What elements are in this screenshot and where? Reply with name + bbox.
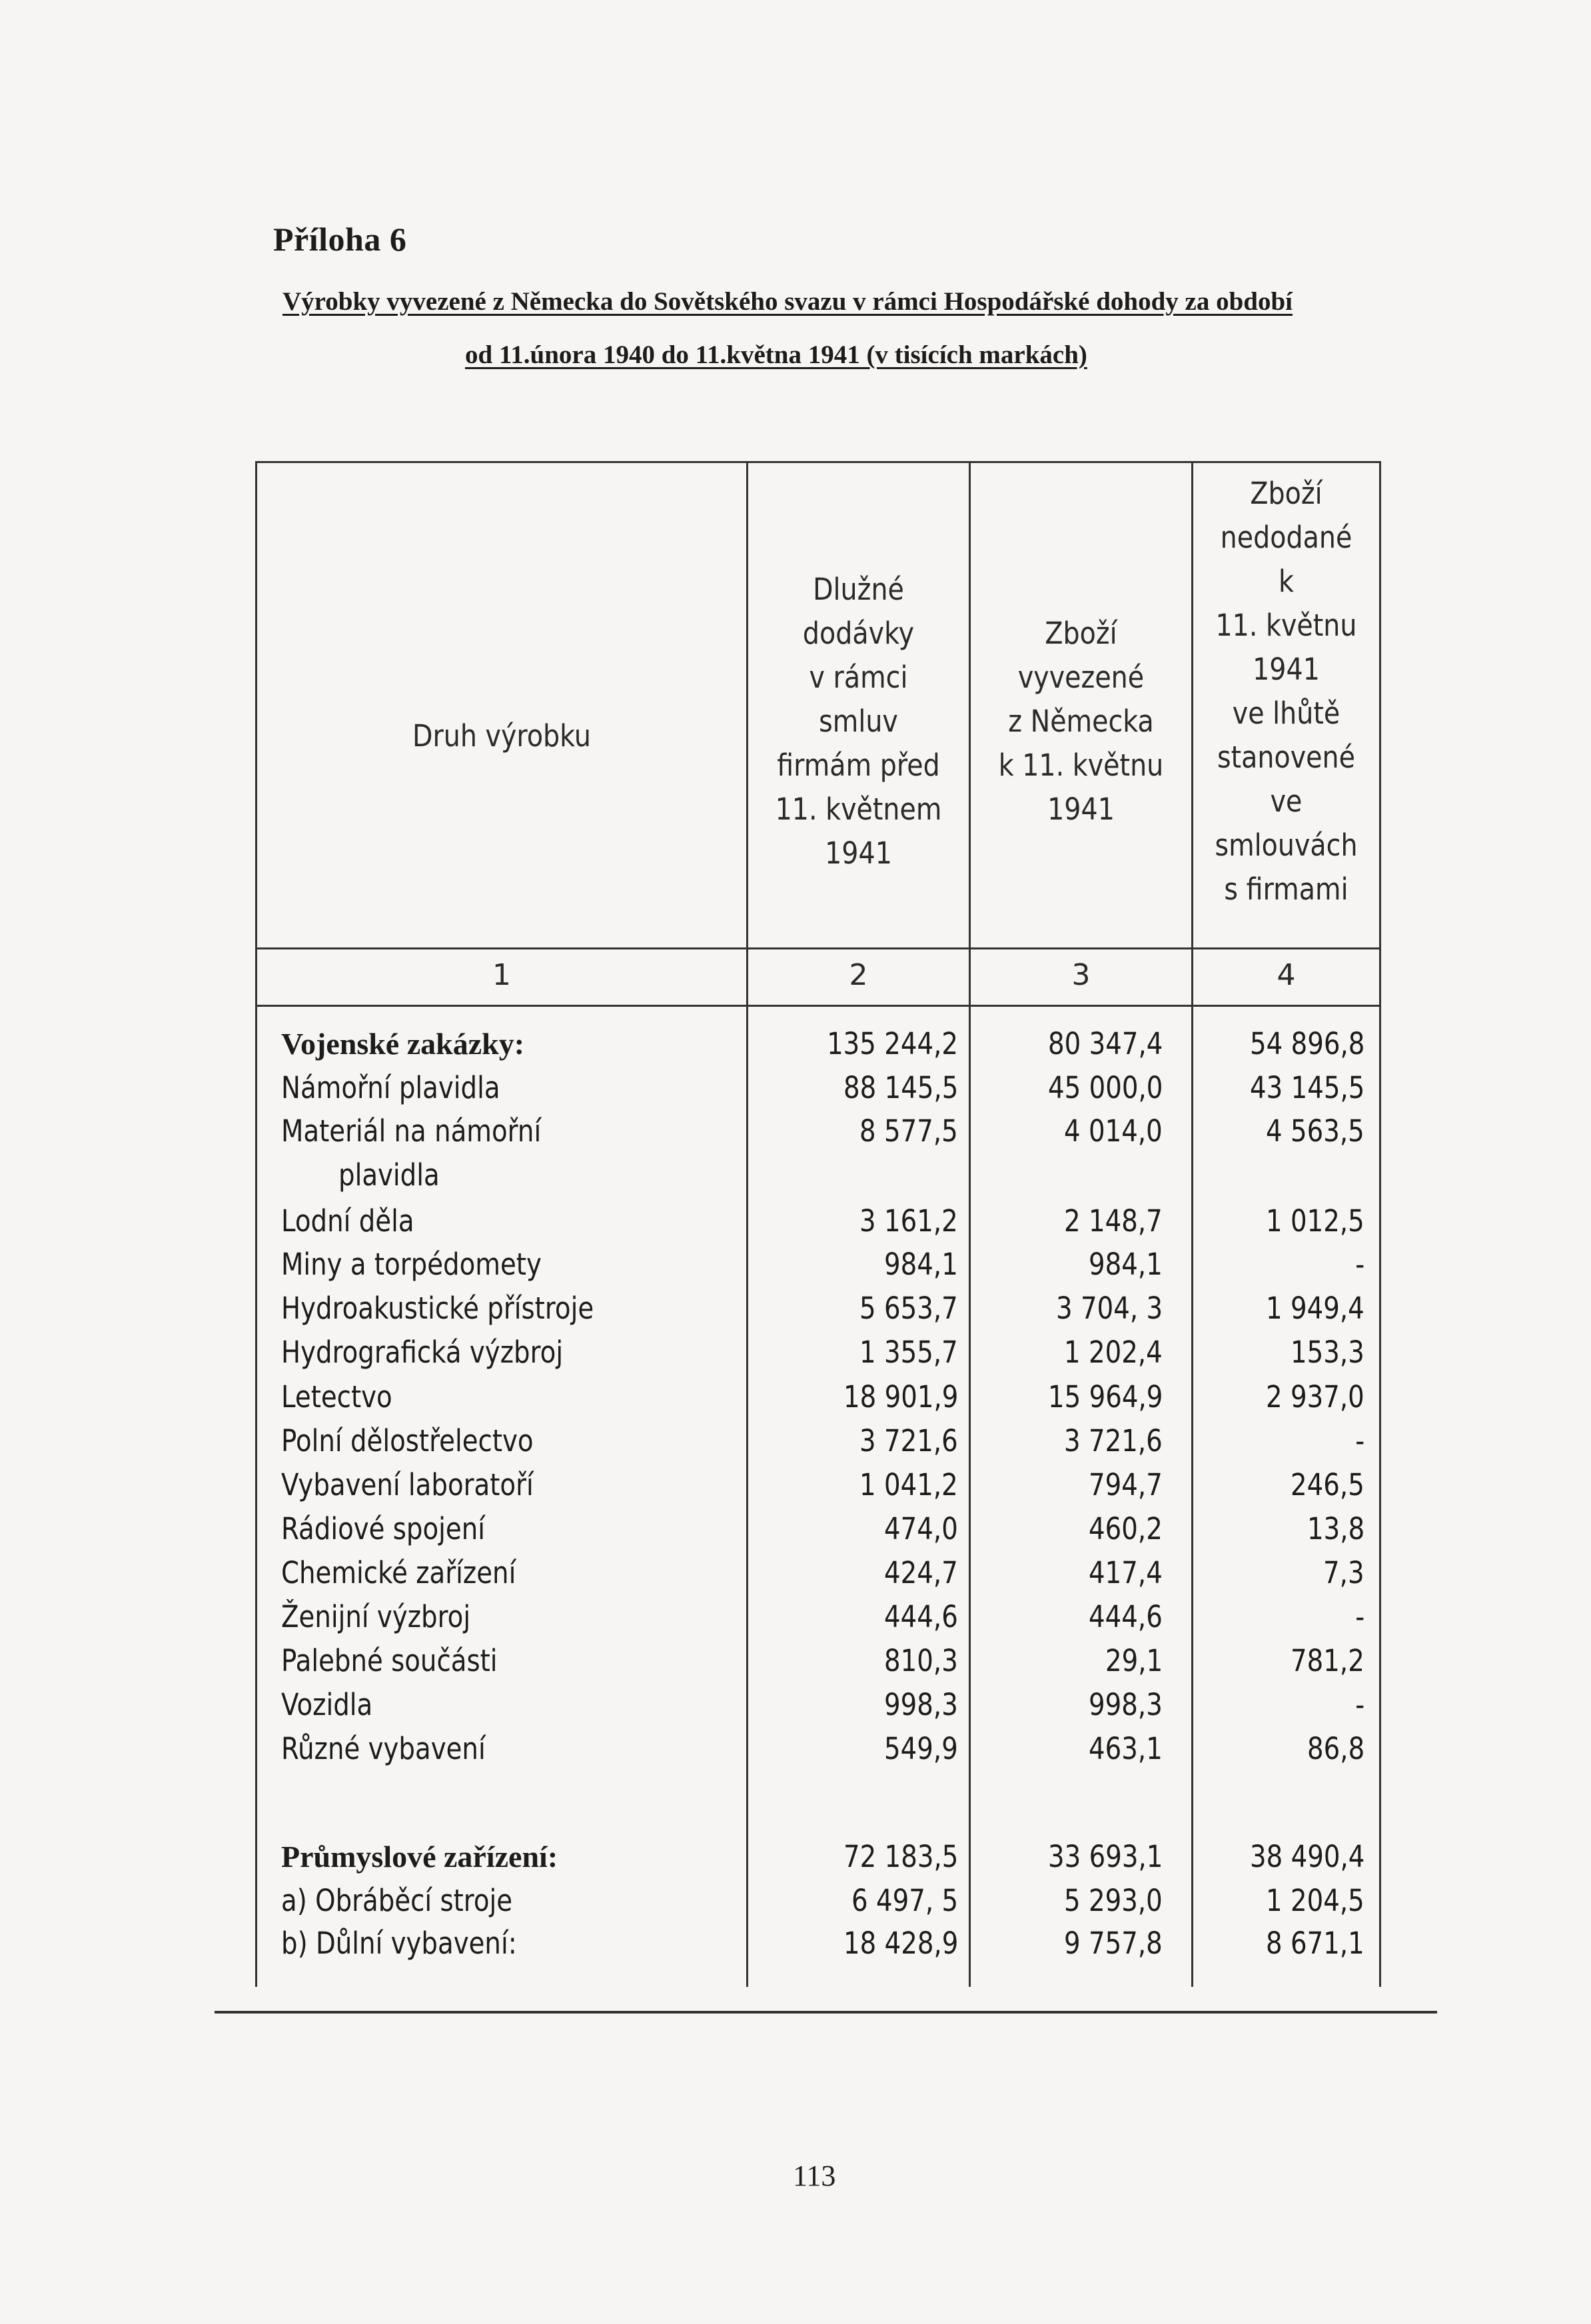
header-col4-line: 1941: [1253, 652, 1320, 687]
cell-c3: 45 000,0: [1047, 1070, 1163, 1105]
cell-c2: 1 355,7: [859, 1335, 958, 1370]
row-label: Miny a torpédomety: [281, 1247, 542, 1282]
cell-c3: 3 721,6: [1064, 1423, 1163, 1458]
row-label: Hydroakustické přístroje: [281, 1291, 594, 1326]
table-row: [0, 1467, 1591, 1511]
header-col4-line: Zboží: [1250, 476, 1323, 511]
row-label: Vojenské zakázky:: [281, 1027, 525, 1061]
cell-c4: 4 563,5: [1266, 1113, 1364, 1149]
cell-c4: -: [1355, 1599, 1364, 1634]
cell-c2: 6 497, 5: [851, 1883, 958, 1918]
header-col1: [286, 714, 717, 758]
page-number: 113: [793, 2159, 836, 2192]
cell-c4: 43 145,5: [1249, 1070, 1364, 1105]
cell-c2: 474,0: [884, 1511, 958, 1546]
header-col4-line: ve: [1270, 784, 1303, 819]
cell-c2: 8 577,5: [859, 1113, 958, 1149]
table-row: [0, 1511, 1591, 1555]
cell-c3: 3 704, 3: [1055, 1291, 1163, 1326]
cell-c4: 38 490,4: [1249, 1839, 1364, 1874]
header-col4: [1205, 472, 1368, 911]
cell-c4: 246,5: [1291, 1467, 1364, 1502]
cell-c2: 18 901,9: [843, 1379, 958, 1415]
table-row: [0, 1157, 1591, 1201]
row-label: Námořní plavidla: [281, 1070, 500, 1105]
header-col2-line: smluv: [819, 704, 898, 739]
header-col3: [984, 612, 1178, 832]
bottom-rule: [215, 2011, 1437, 2014]
cell-c4: 1 949,4: [1266, 1291, 1364, 1326]
header-col2-line: dodávky: [802, 616, 915, 651]
row-label: Chemické zařízení: [281, 1555, 516, 1590]
row-label: Různé vybavení: [281, 1731, 486, 1766]
cell-c2: 998,3: [884, 1687, 958, 1722]
cell-c3: 463,1: [1089, 1731, 1163, 1766]
cell-c2: 549,9: [884, 1731, 958, 1766]
header-col4-line: k: [1279, 564, 1294, 599]
table-row: [0, 1247, 1591, 1291]
header-col3-line: k 11. květnu: [998, 748, 1164, 783]
cell-c3: 1 202,4: [1064, 1335, 1163, 1370]
cell-c4: 86,8: [1307, 1731, 1364, 1766]
cell-c2: 810,3: [884, 1643, 958, 1678]
cell-c3: 15 964,9: [1047, 1379, 1163, 1415]
table-row: [0, 1883, 1591, 1927]
cell-c4: 8 671,1: [1266, 1926, 1364, 1961]
header-col2-line: firmám před: [777, 748, 940, 783]
table-row: [0, 1203, 1591, 1247]
row-label: Palebné součásti: [281, 1643, 498, 1678]
row-label: b) Důlní vybavení:: [281, 1926, 517, 1961]
header-col2-line: v rámci: [809, 660, 908, 695]
table-title-line-1: Výrobky vyvezené z Německa do Sovětského svazu v rámci Hospodářské dohody za období: [282, 287, 1293, 316]
row-label: plavidla: [338, 1157, 440, 1193]
cell-c3: 80 347,4: [1047, 1026, 1163, 1061]
cell-c4: 1 012,5: [1266, 1203, 1364, 1239]
column-number-1: 1: [492, 958, 511, 992]
cell-c3: 794,7: [1089, 1467, 1163, 1502]
cell-c3: 29,1: [1105, 1643, 1163, 1678]
cell-c3: 460,2: [1089, 1511, 1163, 1546]
header-separator-2: [255, 1005, 1381, 1007]
cell-c3: 5 293,0: [1064, 1883, 1163, 1918]
table-row: [0, 1070, 1591, 1114]
row-label: Vozidla: [281, 1687, 373, 1722]
table-row: [0, 1687, 1591, 1731]
row-label: Lodní děla: [281, 1203, 414, 1239]
cell-c4: 2 937,0: [1266, 1379, 1364, 1415]
row-label: Polní dělostřelectvo: [281, 1423, 534, 1458]
header-col4-line: s firmami: [1224, 872, 1348, 907]
table-row: [0, 1926, 1591, 1970]
header-col2-line: 11. květnem: [775, 792, 942, 827]
cell-c3: 417,4: [1089, 1555, 1163, 1590]
cell-c3: 33 693,1: [1047, 1839, 1163, 1874]
cell-c3: 998,3: [1089, 1687, 1163, 1722]
table-row: [0, 1423, 1591, 1467]
header-col2-line: Dlužné: [813, 572, 904, 607]
header-col4-line: nedodané: [1220, 520, 1352, 555]
cell-c3: 4 014,0: [1064, 1113, 1163, 1149]
table-row: [0, 1599, 1591, 1643]
cell-c4: -: [1355, 1247, 1364, 1282]
header-col2: [762, 568, 955, 875]
cell-c2: 444,6: [884, 1599, 958, 1634]
header-col3-line: z Německa: [1008, 704, 1154, 739]
column-number-4: 4: [1277, 958, 1296, 992]
header-separator-1: [255, 947, 1381, 949]
column-number-3: 3: [1071, 958, 1091, 992]
row-label: Průmyslové zařízení:: [281, 1840, 558, 1874]
table-row: [0, 1291, 1591, 1335]
row-label: Materiál na námořní: [281, 1113, 542, 1149]
header-col1-label: Druh výrobku: [412, 718, 592, 754]
table-row: [0, 1379, 1591, 1423]
cell-c3: 984,1: [1089, 1247, 1163, 1282]
header-col3-line: 1941: [1047, 792, 1115, 827]
cell-c2: 72 183,5: [843, 1839, 958, 1874]
cell-c2: 424,7: [884, 1555, 958, 1590]
cell-c2: 135 244,2: [827, 1026, 958, 1061]
header-col4-line: smlouvách: [1215, 828, 1358, 863]
cell-c2: 1 041,2: [859, 1467, 958, 1502]
row-label: Hydrografická výzbroj: [281, 1335, 564, 1370]
table-row: [0, 1839, 1591, 1883]
cell-c2: 18 428,9: [843, 1926, 958, 1961]
cell-c3: 2 148,7: [1064, 1203, 1163, 1239]
table-title-line-2: od 11.února 1940 do 11.května 1941 (v tisících markách): [465, 340, 1087, 369]
cell-c4: 7,3: [1323, 1555, 1364, 1590]
header-col4-line: stanovené: [1217, 740, 1356, 775]
row-label: Ženijní výzbroj: [281, 1599, 471, 1634]
row-label: Letectvo: [281, 1379, 392, 1415]
table-row: [0, 1026, 1591, 1070]
cell-c4: -: [1355, 1423, 1364, 1458]
table-top-border: [255, 461, 1381, 463]
cell-c2: 88 145,5: [843, 1070, 958, 1105]
cell-c3: 9 757,8: [1064, 1926, 1163, 1961]
row-label: Rádiové spojení: [281, 1511, 486, 1546]
cell-c3: 444,6: [1089, 1599, 1163, 1634]
table-row: [0, 1113, 1591, 1157]
header-col3-line: vyvezené: [1017, 660, 1145, 695]
column-number-2: 2: [849, 958, 868, 992]
cell-c2: 984,1: [884, 1247, 958, 1282]
appendix-heading: Příloha 6: [273, 221, 407, 258]
cell-c4: 153,3: [1291, 1335, 1364, 1370]
cell-c2: 3 721,6: [859, 1423, 958, 1458]
table-row: [0, 1643, 1591, 1687]
cell-c4: 13,8: [1307, 1511, 1364, 1546]
cell-c4: 781,2: [1291, 1643, 1364, 1678]
table-row: [0, 1555, 1591, 1599]
table-row: [0, 1731, 1591, 1775]
header-col4-line: 11. květnu: [1215, 608, 1357, 643]
header-col2-line: 1941: [825, 836, 892, 871]
cell-c2: 5 653,7: [859, 1291, 958, 1326]
cell-c4: 1 204,5: [1266, 1883, 1364, 1918]
cell-c4: -: [1355, 1687, 1364, 1722]
cell-c4: 54 896,8: [1249, 1026, 1364, 1061]
header-col3-line: Zboží: [1045, 616, 1117, 651]
row-label: Vybavení laboratoří: [281, 1467, 534, 1502]
row-label: a) Obráběcí stroje: [281, 1883, 513, 1918]
table-row: [0, 1335, 1591, 1379]
cell-c2: 3 161,2: [859, 1203, 958, 1239]
header-col4-line: ve lhůtě: [1232, 696, 1340, 731]
